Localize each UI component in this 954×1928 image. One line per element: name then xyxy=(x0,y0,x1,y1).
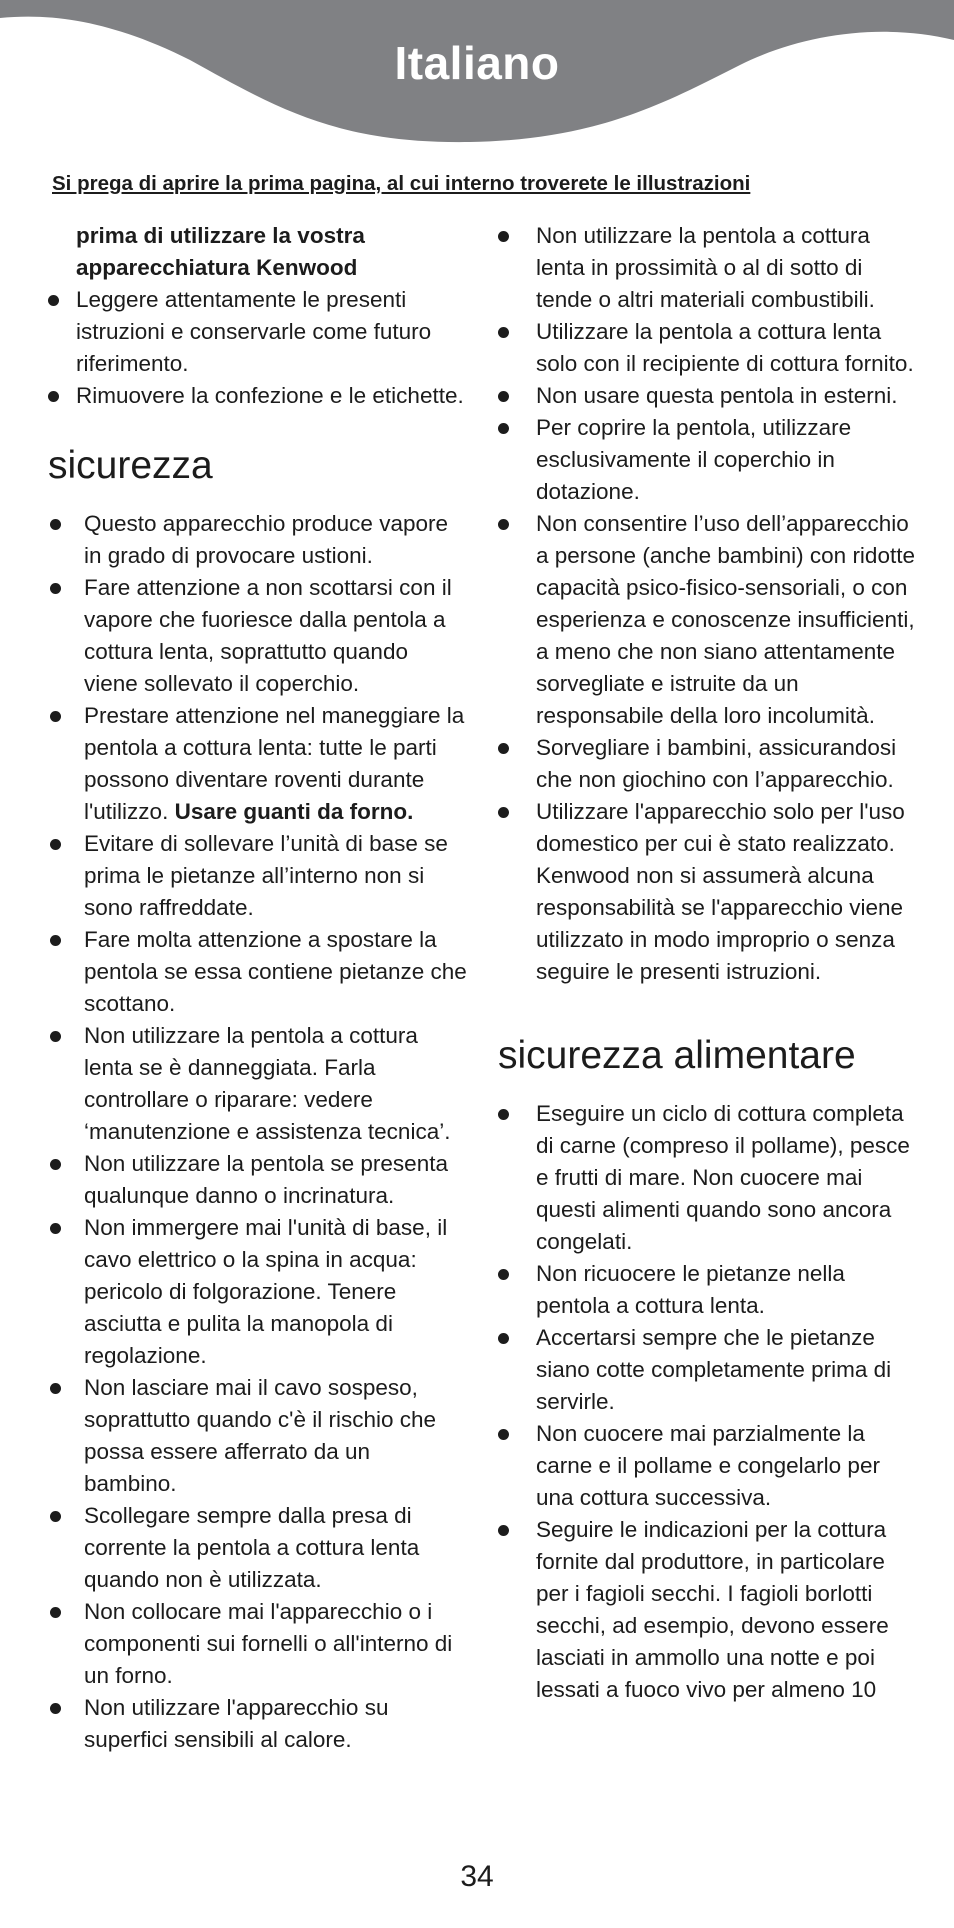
list-item: Prestare attenzione nel maneggiare la pentola a cottura lenta: tutte le parti possono diventare roventi durante l'utilizzo. Usare guanti da forno. xyxy=(48,700,468,828)
list-item: Utilizzare l'apparecchio solo per l'uso domestico per cui è stato realizzato. Kenwood non si assumerà alcuna responsabilità se l'apparecchio viene utilizzato in modo improprio o senza seguire le presenti istruzioni. xyxy=(498,796,918,988)
bullet-icon xyxy=(50,1607,61,1618)
gloves-warning: Usare guanti da forno. xyxy=(174,799,414,824)
list-item: Leggere attentamente le presenti istruzioni e conservarle come futuro riferimento. xyxy=(48,284,468,380)
list-item: Sorvegliare i bambini, assicurandosi che non giochino con l’apparecchio. xyxy=(498,732,918,796)
bullet-icon xyxy=(50,1703,61,1714)
list-item: Non ricuocere le pietanze nella pentola a cottura lenta. xyxy=(498,1258,918,1322)
bullet-icon xyxy=(498,1333,509,1344)
list-item: Non immergere mai l'unità di base, il cavo elettrico o la spina in acqua: pericolo di folgorazione. Tenere asciutta e pulita la manopola di regolazione. xyxy=(48,1212,468,1372)
lead-heading: prima di utilizzare la vostra apparecchiatura Kenwood xyxy=(76,223,365,280)
bullet-icon xyxy=(498,1525,509,1536)
list-item: Scollegare sempre dalla presa di corrente la pentola a cottura lenta quando non è utilizzata. xyxy=(48,1500,468,1596)
list-item: Seguire le indicazioni per la cottura fornite dal produttore, in particolare per i fagioli secchi. I fagioli borlotti secchi, ad esempio, devono essere lasciati in ammollo una notte e poi lessati a fuoco vivo per almeno 10 xyxy=(498,1514,918,1706)
list-item: Accertarsi sempre che le pietanze siano cotte completamente prima di servirle. xyxy=(498,1322,918,1418)
page-number: 34 xyxy=(460,1860,494,1893)
bullet-icon xyxy=(50,711,61,722)
bullet-icon xyxy=(498,743,509,754)
list-item: Evitare di sollevare l’unità di base se prima le pietanze all’interno non si sono raffreddate. xyxy=(48,828,468,924)
bullet-icon xyxy=(50,1159,61,1170)
bullet-icon xyxy=(498,807,509,818)
header-band xyxy=(0,0,954,160)
list-item: Non utilizzare l'apparecchio su superfici sensibili al calore. xyxy=(48,1692,468,1756)
list-item: Non lasciare mai il cavo sospeso, soprattutto quando c'è il rischio che possa essere afferrato da un bambino. xyxy=(48,1372,468,1500)
list-item: Non usare questa pentola in esterni. xyxy=(498,380,918,412)
bullet-icon xyxy=(50,935,61,946)
bullet-icon xyxy=(498,1269,509,1280)
bullet-icon xyxy=(48,295,59,306)
bullet-icon xyxy=(50,519,61,530)
list-item: Non utilizzare la pentola a cottura lenta se è danneggiata. Farla controllare o riparare: vedere ‘manutenzione e assistenza tecnica’. xyxy=(48,1020,468,1148)
safety-list xyxy=(48,508,468,1756)
list-item: Rimuovere la confezione e le etichette. xyxy=(48,380,468,412)
list-item: Non cuocere mai parzialmente la carne e il pollame e congelarlo per una cottura successiva. xyxy=(498,1418,918,1514)
list-item: Non consentire l’uso dell’apparecchio a persone (anche bambini) con ridotte capacità psico-fisico-sensoriali, o con esperienza e conoscenze insufficienti, a meno che non siano attentamente sorvegliate e istruite da un responsabile della loro incolumità. xyxy=(498,508,918,732)
list-item: Per coprire la pentola, utilizzare esclusivamente il coperchio in dotazione. xyxy=(498,412,918,508)
bullet-icon xyxy=(50,583,61,594)
list-item: Eseguire un ciclo di cottura completa di carne (compreso il pollame), pesce e frutti di mare. Non cuocere mai questi alimenti quando sono ancora congelati. xyxy=(498,1098,918,1258)
list-item: Questo apparecchio produce vapore in grado di provocare ustioni. xyxy=(48,508,468,572)
bullet-icon xyxy=(498,1109,509,1120)
bullet-icon xyxy=(498,423,509,434)
bullet-icon xyxy=(498,519,509,530)
bullet-icon xyxy=(498,231,509,242)
section-heading-sicurezza: sicurezza xyxy=(48,444,213,487)
bullet-icon xyxy=(50,1383,61,1394)
right-column xyxy=(498,220,918,1706)
bullet-icon xyxy=(498,327,509,338)
list-item: Fare attenzione a non scottarsi con il vapore che fuoriesce dalla pentola a cottura lenta, soprattutto quando viene sollevato il coperchio. xyxy=(48,572,468,700)
food-safety-list xyxy=(498,1098,918,1706)
bullet-icon xyxy=(498,1429,509,1440)
bullet-icon xyxy=(498,391,509,402)
bullet-icon xyxy=(50,1511,61,1522)
list-item: Non utilizzare la pentola se presenta qualunque danno o incrinatura. xyxy=(48,1148,468,1212)
list-item: Non collocare mai l'apparecchio o i componenti sui fornelli o all'interno di un forno. xyxy=(48,1596,468,1692)
list-item: Fare molta attenzione a spostare la pentola se essa contiene pietanze che scottano. xyxy=(48,924,468,1020)
intro-instruction: Si prega di aprire la prima pagina, al cui interno troverete le illustrazioni xyxy=(52,172,751,195)
bullet-icon xyxy=(50,1223,61,1234)
list-item: Non utilizzare la pentola a cottura lenta in prossimità o al di sotto di tende o altri materiali combustibili. xyxy=(498,220,918,316)
section-heading-sicurezza-alimentare: sicurezza alimentare xyxy=(498,1034,856,1077)
bullet-icon xyxy=(50,1031,61,1042)
safety-list-continued xyxy=(498,220,918,988)
bullet-icon xyxy=(48,391,59,402)
bullet-icon xyxy=(50,839,61,850)
list-item: Utilizzare la pentola a cottura lenta solo con il recipiente di cottura fornito. xyxy=(498,316,918,380)
pre-use-list xyxy=(48,284,468,412)
left-column xyxy=(48,220,468,1756)
page-title: Italiano xyxy=(394,37,560,89)
